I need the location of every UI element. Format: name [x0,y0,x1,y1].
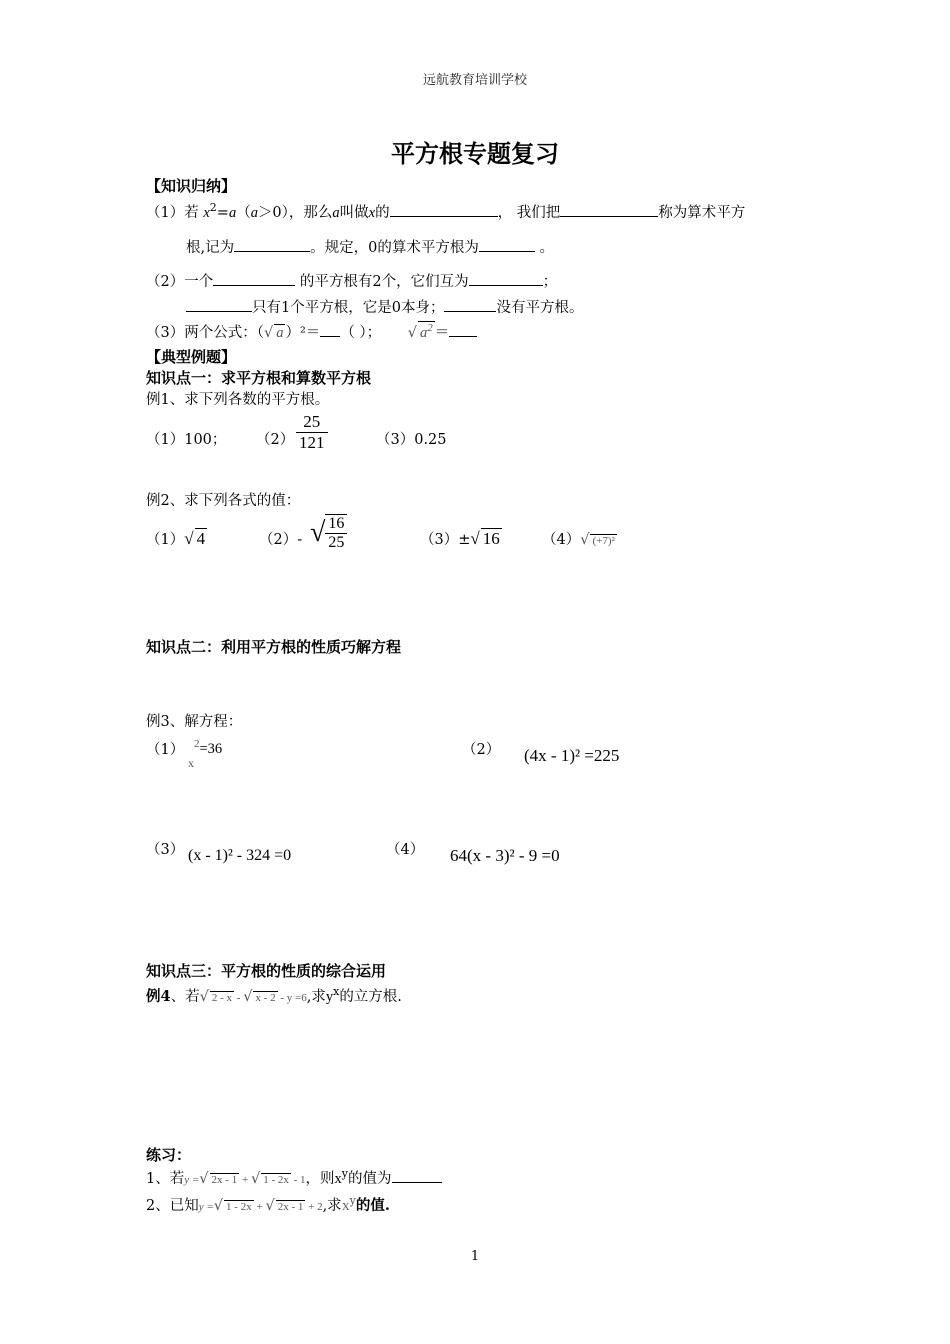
section-typical-examples: 【典型例题】 [146,348,237,366]
sqrt-icon: √ [407,325,418,341]
knowledge-point-1: 知识点一：求平方根和算数平方根 [146,369,372,387]
sqrt-icon: √ [470,529,480,548]
answer-blank [444,297,496,312]
example-2-part-2: （2）- [259,532,303,548]
answer-blank [320,322,340,337]
answer-blank [469,271,543,286]
knowledge-item-1: （1）若 $x^2=a(a>0)$，那么a叫做x的 ， 我们把 称为算术平方 [146,201,746,221]
practice-question-1: 1、若y =√ 2x - 1 + √ 1 - 2x - 1，则$x^y$的值为 [146,1167,442,1188]
example-3-part-2: （2） [462,742,501,758]
knowledge-item-2-cont: 只有1个平方根，它是0本身； 没有平方根。 [186,296,583,317]
sqrt-icon: √ [213,1198,224,1214]
sqrt-icon: √ [580,532,590,548]
example-1-label: 例1、求下列各数的平方根。 [146,392,330,408]
page-number: 1 [470,1249,480,1264]
answer-blank [186,297,252,312]
equation-64-x-minus-3: 64(x - 3)² - 9 =0 [450,846,560,865]
example-3-part-1: （1） [146,742,185,758]
example-2-part-3: （3）±√ 16 [420,529,500,548]
knowledge-point-3: 知识点三：平方根的性质的综合运用 [146,962,387,980]
page-header: 远航教育培训学校 [422,73,527,88]
example-1-part-3: （3）0.25 [376,432,447,448]
answer-blank [560,202,658,217]
answer-blank [390,202,498,217]
knowledge-item-1-cont: 根,记为 。规定，0的算术平方根为 。 [186,236,554,257]
example-2-part-1: （1）√ 4 [146,529,206,548]
practice-question-2: 2、已知y =√ 1 - 2x + √ 2x - 1 + 2,求$X^y$的值. [146,1194,390,1214]
example-1-part-2: （2） [256,432,295,448]
example-3-part-3: （3） [146,842,185,858]
sqrt-fraction-16-25: √ $\frac{16}{25}$ [310,514,347,552]
page-title: 平方根专题复习 [391,140,559,168]
answer-blank [234,237,310,252]
equation-x-minus-1: (x - 1)² - 324 =0 [188,847,292,864]
example-2-label: 例2、求下列各式的值： [146,493,301,509]
knowledge-item-2: （2）一个 的平方根有2个，它们互为 ； [146,270,557,291]
knowledge-item-3: （3）两个公式：（√ a ）²＝ （ ）； √ $a^2$ ＝ [146,321,477,342]
section-knowledge-summary: 【知识归纳】 [146,177,237,195]
sqrt-icon: √ [199,1171,209,1187]
equation-x-squared: $_x^2$=36 [188,738,223,770]
example-1-part-1: （1）100； [146,432,227,448]
sqrt-icon: √ [184,529,194,548]
sqrt-icon: √ [263,325,274,341]
answer-blank [479,237,535,252]
sqrt-icon: √ [310,517,326,548]
example-2-part-4: （4）√ (+7)² [542,532,615,548]
answer-blank [449,322,477,337]
answer-blank [213,271,295,286]
practice-label: 练习： [146,1146,192,1164]
example-3-part-4: （4） [386,842,425,858]
sqrt-icon: √ [199,989,209,1005]
example-4: 例4、若√ 2 - x - √ x - 2 - y =6,求$y^x$的立方根. [146,985,402,1005]
fraction-25-121: $\frac{25}{121}$ [296,412,328,453]
sqrt-icon: √ [250,1171,261,1187]
sqrt-icon: √ [265,1198,275,1214]
example-3-label: 例3、解方程： [146,714,243,730]
equation-4x-minus-1: (4x - 1)² =225 [524,746,620,765]
knowledge-point-2: 知识点二：利用平方根的性质巧解方程 [146,638,402,656]
sqrt-icon: √ [243,989,253,1005]
answer-blank [392,1168,442,1183]
